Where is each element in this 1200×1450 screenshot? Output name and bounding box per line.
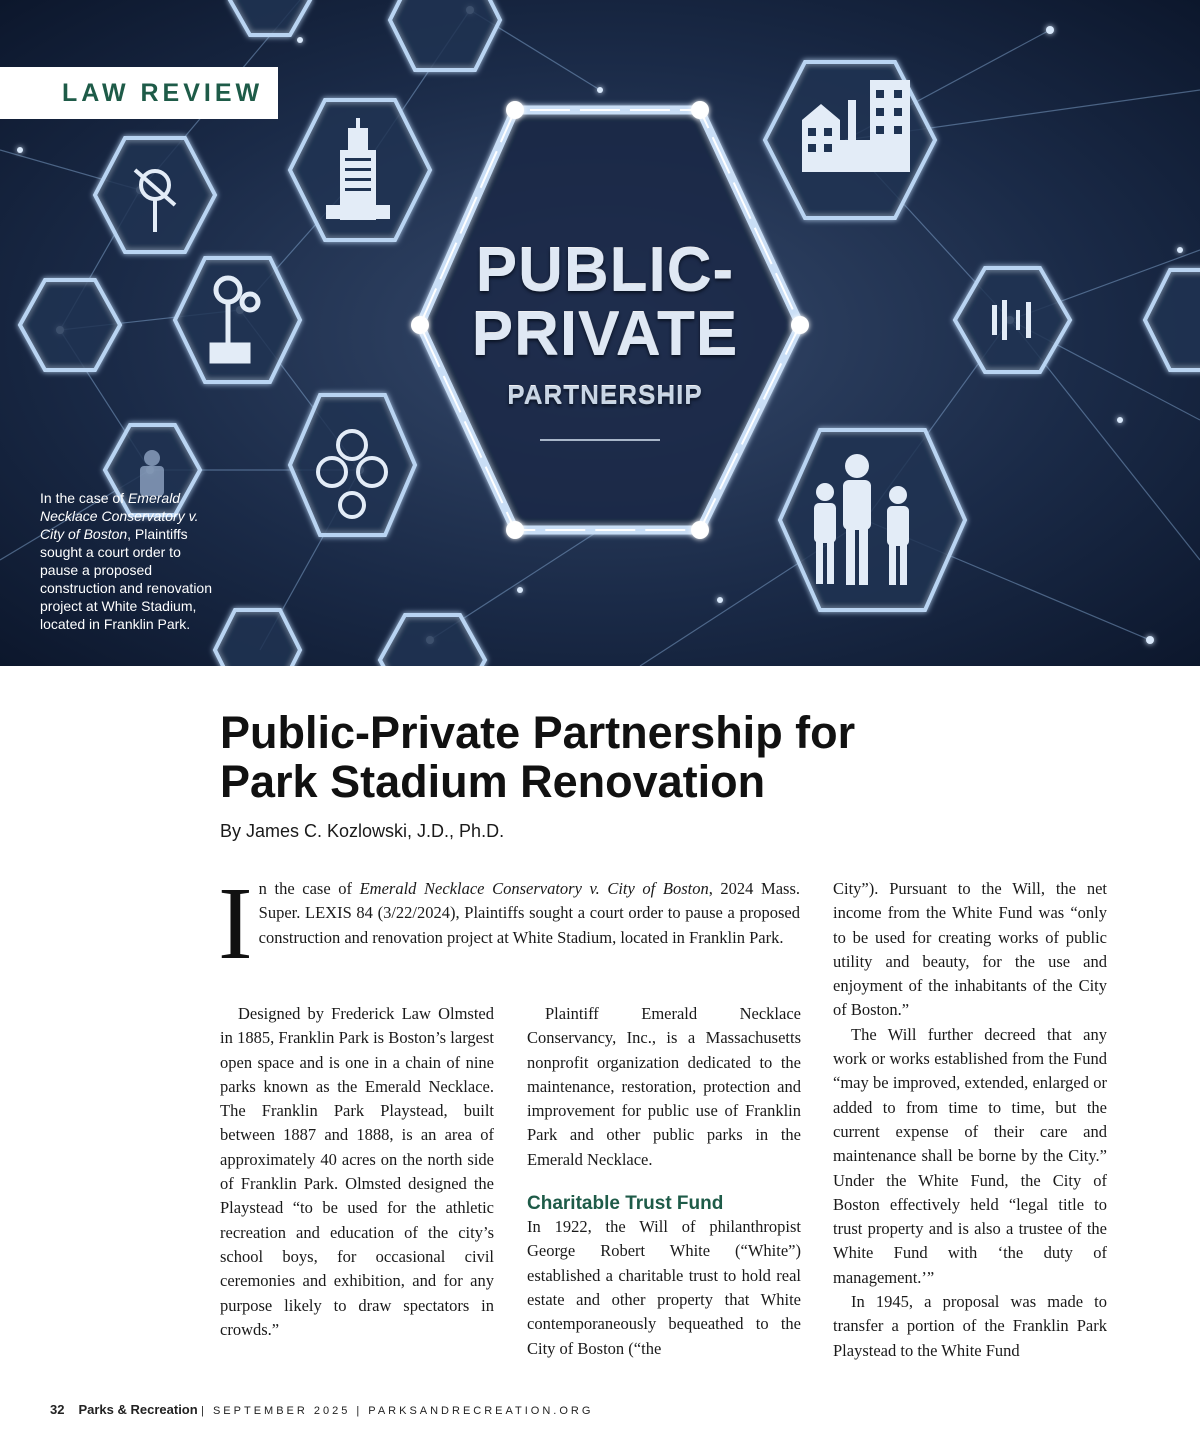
image-caption — [40, 489, 220, 633]
hero-title-line-3: PARTNERSHIP — [507, 380, 703, 410]
page-footer — [50, 1402, 593, 1417]
magazine-name: Parks & Recreation — [78, 1402, 198, 1417]
paragraph-decreed: The Will further decreed that any work or works established from the Fund “may be improved, extended, enlarged or added to from time to time, but the current expense of their care and maintenance shall be borne by the City.” Under the White Fund, the City of Boston effectively held “legal title to trust property and is also a trustee of the White Fund with ‘the duty of management.’” — [833, 1024, 1107, 1287]
paragraph-olmsted: Designed by Frederick Law Olmsted in 1885, Franklin Park is Boston’s largest open space and is one in a chain of nine parks known as the Emerald Necklace. The Franklin Park Playstead, built between 1887 and 1888, is an area of approximately 40 acres on the north side of Franklin Park. Olmsted designed the Playstead “to be used for the athletic recreation and education of the city’s school boys, for occasional civil ceremonies and exhibition, and for any purpose likely to draw spectators in crowds.” — [220, 1004, 494, 1339]
article-title — [220, 708, 980, 806]
hero-title-line-1: PUBLIC- — [475, 236, 735, 305]
section-tag — [0, 67, 278, 119]
section-subhead: Charitable Trust Fund — [527, 1193, 724, 1215]
intro-post: , 2024 Mass. Super. LEXIS 84 (3/22/2024), Plaintiffs sought a court order to pause a proposed construction and renovation project at White Stadium, located in Franklin Park. — [258, 879, 800, 947]
caption-pre: In the case of — [40, 490, 128, 506]
issue-info: | SEPTEMBER 2025 | PARKSANDRECREATION.ORG — [201, 1405, 594, 1417]
page-number: 32 — [50, 1402, 65, 1417]
article-title-line-1: Public-Private Partnership for — [220, 707, 856, 758]
drop-cap: I — [218, 866, 253, 981]
section-label: LAW REVIEW — [62, 79, 264, 107]
paragraph-will: In 1922, the Will of philanthropist George Robert White (“White”) established a charitable trust to hold real estate and other property that White contemporaneously bequeathed to the City of Boston (“the — [527, 1217, 801, 1358]
hero-image — [0, 0, 1200, 666]
column-2 — [527, 1002, 801, 1361]
intro-case-name: Emerald Necklace Conservatory v. City of Boston — [359, 879, 709, 898]
column-3 — [833, 877, 1107, 1363]
column-1 — [220, 1002, 494, 1342]
byline: By James C. Kozlowski, J.D., Ph.D. — [220, 821, 505, 841]
paragraph-plaintiff: Plaintiff Emerald Necklace Conservancy, Inc., is a Massachusetts nonprofit organization dedicated to the maintenance, restoration, protection and improvement for public use of Franklin Park and other public parks in the Emerald Necklace. — [527, 1004, 801, 1169]
article-title-line-2: Park Stadium Renovation — [220, 756, 766, 807]
hex-people — [780, 430, 965, 610]
hero-title-line-2: PRIVATE — [471, 300, 739, 369]
caption-post: , Plaintiffs sought a court order to pause a proposed construction and renovation project at White Stadium, located in Franklin Park. — [40, 526, 212, 632]
caption-case-name: Emerald Necklace Conservatory v. City of Boston — [40, 490, 199, 542]
intro-pre: n the case of — [258, 879, 360, 898]
paragraph-pursuant: City”). Pursuant to the Will, the net income from the White Fund was “only to be used for creating works of public utility and beauty, for the use and enjoyment of the inhabitants of the City of Boston.” — [833, 879, 1107, 1020]
intro-paragraph — [218, 866, 800, 981]
paragraph-1945: In 1945, a proposal was made to transfer a portion of the Franklin Park Playstead to the White Fund — [833, 1292, 1107, 1360]
